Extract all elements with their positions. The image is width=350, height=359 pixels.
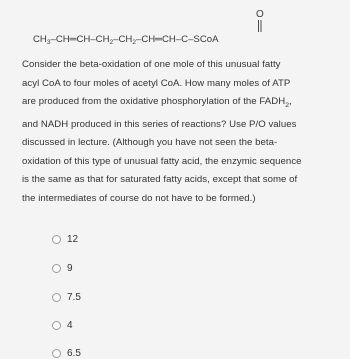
answer-option-4[interactable] xyxy=(52,320,73,331)
option-label: 4 xyxy=(67,320,73,331)
radio-button[interactable] xyxy=(52,349,61,358)
radio-button[interactable] xyxy=(52,235,61,244)
question-line: the intermediates of course do not have to be formed.) xyxy=(22,193,256,205)
formula-drawing xyxy=(0,0,350,48)
question-text xyxy=(22,56,340,209)
answer-option-9[interactable] xyxy=(52,263,73,274)
radio-button[interactable] xyxy=(52,264,61,273)
question-line: and NADH produced in this series of reactions? Use P/O values xyxy=(22,118,297,130)
answer-option-12[interactable] xyxy=(52,234,78,245)
answer-option-7-5[interactable] xyxy=(52,292,81,303)
formula-chain: $CH_3-CH═CH-CH_2-CH_2-CH═CH-C$–SCoA xyxy=(33,34,219,46)
question-line: Consider the beta-oxidation of one mole of this unusual fatty xyxy=(22,59,281,70)
question-line: is the same as that for saturated fatty acids, except that some of xyxy=(22,174,298,186)
option-label: 9 xyxy=(67,263,73,274)
option-label: 7.5 xyxy=(67,292,81,303)
question-line: oxidation of this type of unusual fatty acid, the enzymic sequence xyxy=(22,155,302,167)
option-label: 12 xyxy=(67,234,79,245)
question-line: are produced from the oxidative phosphorylation of the $FADH_2$, xyxy=(22,96,292,110)
answer-option-6-5[interactable] xyxy=(52,348,81,359)
radio-button[interactable] xyxy=(52,293,61,302)
radio-button[interactable] xyxy=(52,321,61,330)
carbonyl-oxygen: O xyxy=(256,9,264,20)
structural-formula xyxy=(0,0,350,48)
question-line: discussed in lecture. (Although you have not seen the beta- xyxy=(22,137,278,149)
option-label: 6.5 xyxy=(67,348,81,359)
question-line: acyl CoA to four moles of acetyl CoA. How many moles of ATP xyxy=(22,77,291,89)
